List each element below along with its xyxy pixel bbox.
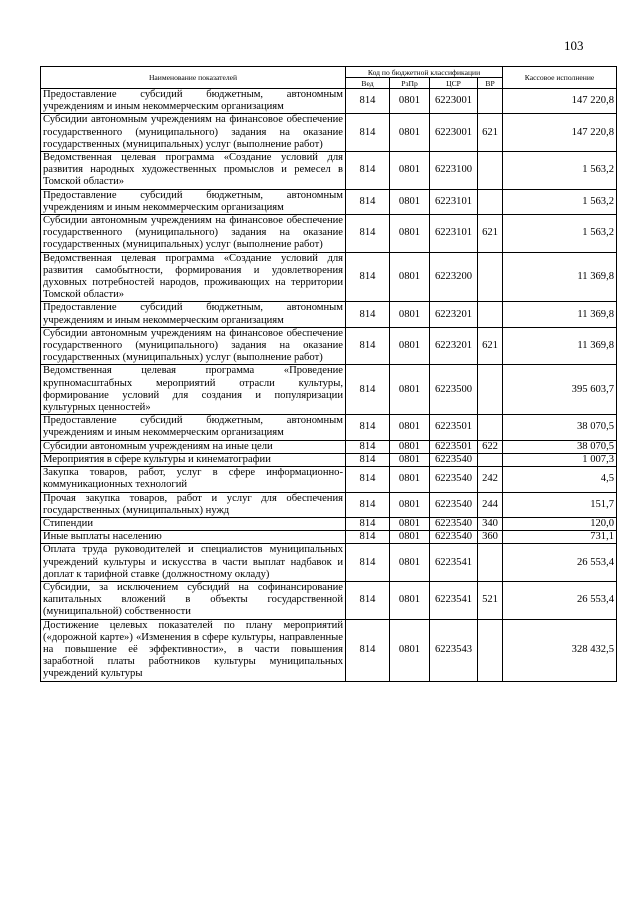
header-code-group: Код по бюджетной классификации [346,67,503,78]
cell-csr: 6223001 [430,89,478,114]
cell-rzpr: 0801 [390,517,430,530]
cell-name: Субсидии автономным учреждениям на иные цели [41,440,346,453]
cell-rzpr: 0801 [390,544,430,582]
cell-csr: 6223001 [430,114,478,152]
cell-name: Ведомственная целевая программа «Создание условий для развития народных художественных промыслов и ремесел в Томской области» [41,152,346,190]
cell-rzpr: 0801 [390,581,430,619]
cell-amount: 147 220,8 [503,114,617,152]
cell-rzpr: 0801 [390,531,430,544]
cell-name: Ведомственная целевая программа «Проведение крупномасштабных мероприятий отрасли культуры, формирование условий для создания и популяризации культурных ценностей» [41,365,346,415]
cell-vr: 621 [478,327,503,365]
cell-ved: 814 [346,114,390,152]
cell-vr: 360 [478,531,503,544]
table-row [41,619,617,681]
table-row [41,440,617,453]
cell-vr [478,365,503,415]
cell-ved: 814 [346,415,390,440]
header-rzpr: РзПр [390,78,430,89]
table-row [41,327,617,365]
cell-rzpr: 0801 [390,89,430,114]
cell-vr: 244 [478,492,503,517]
header-amount: Кассовое исполнение [503,67,617,89]
table-row [41,114,617,152]
cell-vr: 621 [478,215,503,253]
cell-name: Предоставление субсидий бюджетным, автономным учреждениям и иным некоммерческим организациям [41,415,346,440]
cell-ved: 814 [346,517,390,530]
cell-name: Субсидии автономным учреждениям на финансовое обеспечение государственного (муниципального) задания на оказание государственных (муниципальных) услуг (выполнение работ) [41,114,346,152]
table-row [41,544,617,582]
cell-ved: 814 [346,252,390,302]
cell-amount: 1 007,3 [503,453,617,466]
cell-ved: 814 [346,453,390,466]
cell-csr: 6223541 [430,544,478,582]
cell-rzpr: 0801 [390,365,430,415]
cell-ved: 814 [346,302,390,327]
cell-vr: 622 [478,440,503,453]
cell-ved: 814 [346,619,390,681]
cell-rzpr: 0801 [390,189,430,214]
table-row [41,415,617,440]
table-body [41,89,617,682]
cell-ved: 814 [346,492,390,517]
cell-rzpr: 0801 [390,440,430,453]
table-row [41,215,617,253]
cell-csr: 6223540 [430,517,478,530]
budget-table [40,66,617,682]
cell-csr: 6223541 [430,581,478,619]
cell-vr: 242 [478,467,503,492]
cell-vr [478,544,503,582]
header-csr: ЦСР [430,78,478,89]
cell-csr: 6223501 [430,415,478,440]
cell-rzpr: 0801 [390,619,430,681]
cell-amount: 38 070,5 [503,415,617,440]
cell-name: Предоставление субсидий бюджетным, автономным учреждениям и иным некоммерческим организациям [41,89,346,114]
cell-name: Субсидии автономным учреждениям на финансовое обеспечение государственного (муниципального) задания на оказание государственных (муниципальных) услуг (выполнение работ) [41,327,346,365]
cell-vr [478,453,503,466]
cell-amount: 120,0 [503,517,617,530]
cell-vr [478,619,503,681]
cell-name: Субсидии, за исключением субсидий на софинансирование капитальных вложений в объекты государственной (муниципальной) собственности [41,581,346,619]
table-row [41,581,617,619]
cell-rzpr: 0801 [390,467,430,492]
table-row [41,517,617,530]
table-row [41,302,617,327]
cell-vr [478,302,503,327]
cell-rzpr: 0801 [390,114,430,152]
cell-amount: 147 220,8 [503,89,617,114]
header-vr: ВР [478,78,503,89]
cell-ved: 814 [346,189,390,214]
cell-csr: 6223543 [430,619,478,681]
cell-amount: 38 070,5 [503,440,617,453]
cell-rzpr: 0801 [390,302,430,327]
cell-csr: 6223201 [430,327,478,365]
cell-name: Достижение целевых показателей по плану мероприятий («дорожной карте») «Изменения в сфере культуры, направленные на повышение её эффективности», в части повышения заработной платы работников культуры муниципальных учреждений культуры [41,619,346,681]
cell-amount: 11 369,8 [503,252,617,302]
table-row [41,252,617,302]
table-row [41,189,617,214]
cell-ved: 814 [346,440,390,453]
cell-ved: 814 [346,327,390,365]
cell-ved: 814 [346,89,390,114]
cell-amount: 11 369,8 [503,302,617,327]
cell-rzpr: 0801 [390,215,430,253]
cell-csr: 6223101 [430,215,478,253]
cell-amount: 26 553,4 [503,544,617,582]
cell-amount: 731,1 [503,531,617,544]
cell-ved: 814 [346,531,390,544]
cell-vr [478,415,503,440]
cell-ved: 814 [346,215,390,253]
cell-name: Предоставление субсидий бюджетным, автономным учреждениям и иным некоммерческим организациям [41,189,346,214]
cell-csr: 6223201 [430,302,478,327]
cell-amount: 1 563,2 [503,189,617,214]
table-row [41,531,617,544]
cell-name: Оплата труда руководителей и специалистов муниципальных учреждений культуры и искусства в части выплат надбавок и доплат к тарифной ставке (должностному окладу) [41,544,346,582]
cell-amount: 4,5 [503,467,617,492]
cell-rzpr: 0801 [390,252,430,302]
cell-rzpr: 0801 [390,152,430,190]
table-row [41,467,617,492]
cell-vr [478,89,503,114]
table-row [41,89,617,114]
cell-amount: 151,7 [503,492,617,517]
cell-name: Предоставление субсидий бюджетным, автономным учреждениям и иным некоммерческим организациям [41,302,346,327]
cell-vr [478,152,503,190]
cell-name: Иные выплаты населению [41,531,346,544]
cell-name: Субсидии автономным учреждениям на финансовое обеспечение государственного (муниципального) задания на оказание государственных (муниципальных) услуг (выполнение работ) [41,215,346,253]
cell-csr: 6223540 [430,492,478,517]
cell-rzpr: 0801 [390,453,430,466]
cell-ved: 814 [346,365,390,415]
cell-vr [478,252,503,302]
cell-vr: 340 [478,517,503,530]
cell-rzpr: 0801 [390,415,430,440]
cell-ved: 814 [346,544,390,582]
header-ved: Вед [346,78,390,89]
cell-csr: 6223540 [430,531,478,544]
cell-ved: 814 [346,581,390,619]
cell-name: Мероприятия в сфере культуры и кинематографии [41,453,346,466]
cell-name: Ведомственная целевая программа «Создание условий для развития самобытности, формирования и удовлетворения духовных потребностей народов, проживающих на территории Томской области» [41,252,346,302]
cell-amount: 1 563,2 [503,215,617,253]
cell-vr: 621 [478,114,503,152]
cell-ved: 814 [346,467,390,492]
cell-amount: 328 432,5 [503,619,617,681]
cell-name: Прочая закупка товаров, работ и услуг для обеспечения государственных (муниципальных) нужд [41,492,346,517]
cell-amount: 11 369,8 [503,327,617,365]
table-row [41,152,617,190]
cell-ved: 814 [346,152,390,190]
table-row [41,492,617,517]
cell-csr: 6223101 [430,189,478,214]
cell-csr: 6223200 [430,252,478,302]
table-row [41,453,617,466]
table-row [41,365,617,415]
cell-csr: 6223500 [430,365,478,415]
cell-rzpr: 0801 [390,492,430,517]
cell-csr: 6223100 [430,152,478,190]
cell-amount: 395 603,7 [503,365,617,415]
cell-csr: 6223540 [430,467,478,492]
cell-amount: 1 563,2 [503,152,617,190]
cell-csr: 6223540 [430,453,478,466]
cell-csr: 6223501 [430,440,478,453]
page-number: 103 [564,38,584,53]
cell-name: Закупка товаров, работ, услуг в сфере информационно-коммуникационных технологий [41,467,346,492]
header-name: Наименование показателей [41,67,346,89]
cell-name: Стипендии [41,517,346,530]
cell-amount: 26 553,4 [503,581,617,619]
cell-vr: 521 [478,581,503,619]
cell-rzpr: 0801 [390,327,430,365]
cell-vr [478,189,503,214]
